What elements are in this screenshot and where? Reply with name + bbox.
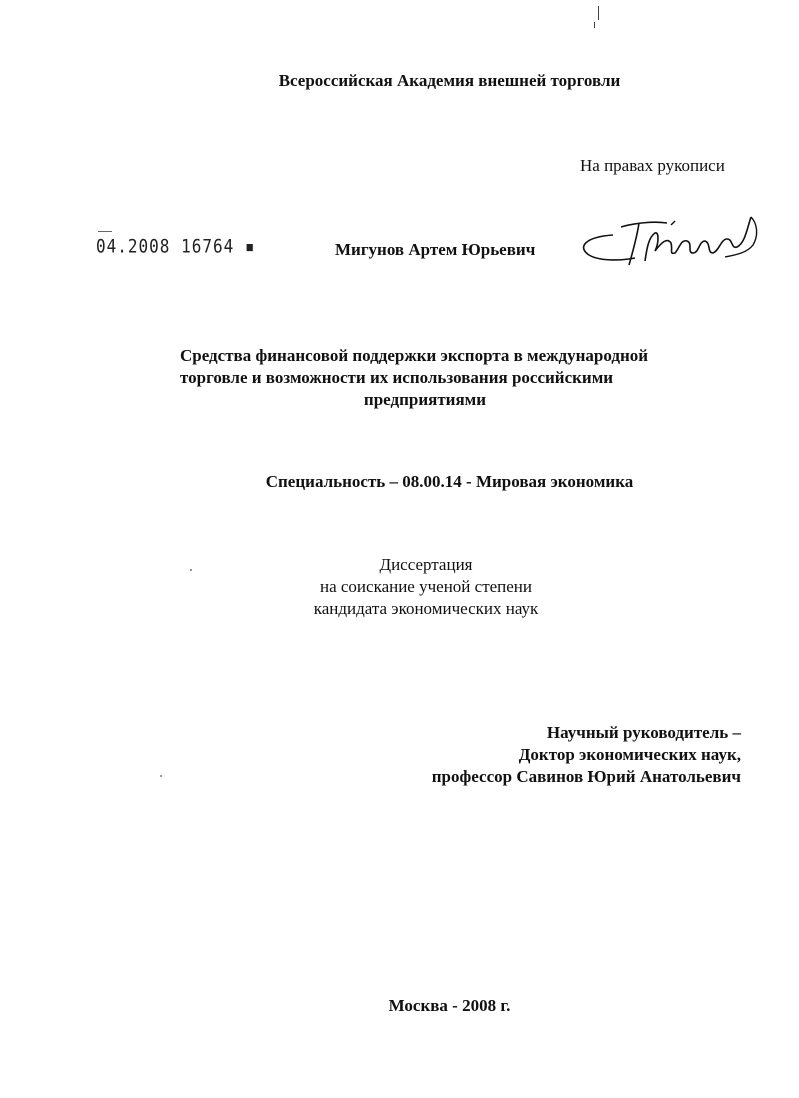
- scan-speck: [160, 775, 162, 777]
- title-line: Средства финансовой поддержки экспорта в международной: [180, 346, 649, 365]
- degree-statement: [0, 554, 799, 620]
- title-line: предприятиями: [363, 390, 487, 409]
- registry-number: 04.2008 16764 ▪: [96, 235, 256, 257]
- author-name: Мигунов Артем Юрьевич: [335, 240, 536, 259]
- supervisor-line: Доктор экономических наук,: [518, 745, 741, 764]
- signature-icon: [575, 203, 765, 275]
- supervisor-line: профессор Савинов Юрий Анатольевич: [431, 767, 741, 786]
- title-line: торговле и возможности их использования российскими: [180, 368, 614, 387]
- degree-line: на соискание ученой степени: [319, 577, 533, 596]
- city-year: Москва - 2008 г.: [388, 996, 511, 1015]
- dissertation-title: [140, 345, 760, 411]
- degree-line: Диссертация: [379, 555, 473, 574]
- scan-mark: [598, 6, 599, 20]
- specialty: Специальность – 08.00.14 - Мировая экономика: [265, 472, 634, 491]
- scan-mark: [594, 22, 595, 28]
- supervisor-info: [432, 722, 741, 788]
- institution-name: Всероссийская Академия внешней торговли: [278, 71, 621, 90]
- scan-mark: [98, 231, 112, 232]
- degree-line: кандидата экономических наук: [313, 599, 539, 618]
- manuscript-note: На правах рукописи: [580, 156, 725, 175]
- supervisor-line: Научный руководитель –: [546, 723, 741, 742]
